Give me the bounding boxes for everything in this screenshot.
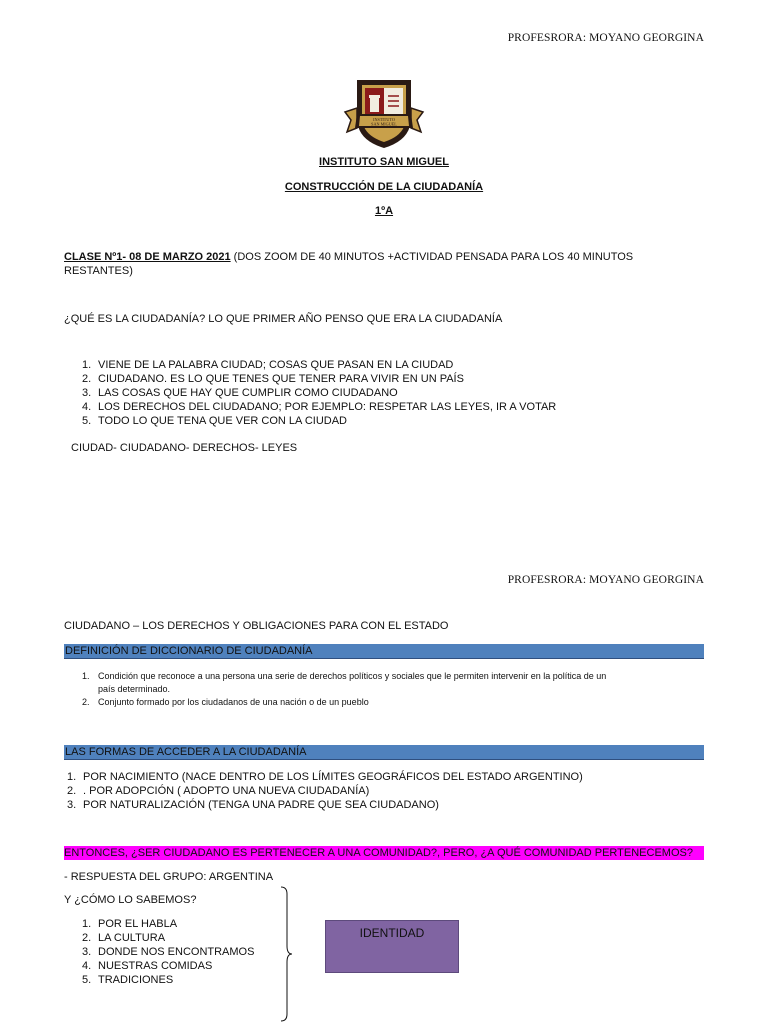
school-crest-logo <box>343 74 425 150</box>
school-name-title: INSTITUTO SAN MIGUEL <box>319 156 449 168</box>
identity-box: IDENTIDAD <box>325 920 459 973</box>
list-item: 2. Conjunto formado por los ciudadanos de una nación o de un pueblo <box>82 697 369 707</box>
forms-list <box>67 770 583 812</box>
clase-title: CLASE Nº1- 08 DE MARZO 2021 <box>64 251 231 263</box>
teacher-header: PROFESRORA: MOYANO GEORGINA <box>507 32 704 44</box>
clase-detail-2: RESTANTES) <box>64 265 133 277</box>
definition-heading-bar <box>64 644 704 659</box>
list-item: 3. DONDE NOS ENCONTRAMOS <box>82 946 255 958</box>
como-question: Y ¿CÓMO LO SABEMOS? <box>64 894 197 906</box>
crest-text-2: SAN MIGUEL <box>371 121 397 127</box>
crest-text-1: INSTITUTO <box>373 117 395 122</box>
definitions-list <box>82 670 606 709</box>
list-item: 5. TRADICIONES <box>82 974 174 986</box>
entonces-question: ENTONCES, ¿SER CIUDADANO ES PERTENECER A UNA COMUNIDAD?, PERO, ¿A QUÉ COMUNIDAD PERTENECEMOS? <box>64 846 704 860</box>
list-item: 1. POR NACIMIENTO (NACE DENTRO DE LOS LÍMITES GEOGRÁFICOS DEL ESTADO ARGENTINO) <box>67 771 583 783</box>
respuesta-line: - RESPUESTA DEL GRUPO: ARGENTINA <box>64 871 274 883</box>
question-text: ¿QUÉ ES LA CIUDADANÍA? LO QUE PRIMER AÑO PENSO QUE ERA LA CIUDADANÍA <box>64 313 503 325</box>
course-title: 1ºA <box>374 205 394 217</box>
list-item: 1. POR EL HABLA <box>82 918 178 930</box>
list-item: 3. POR NATURALIZACIÓN (TENGA UNA PADRE QUE SEA CIUDADANO) <box>67 799 439 811</box>
list-item: 4. NUESTRAS COMIDAS <box>82 960 213 972</box>
forms-heading: LAS FORMAS DE ACCEDER A LA CIUDADANÍA <box>65 746 307 758</box>
school-crest-icon <box>343 74 425 150</box>
list-item: 1. VIENE DE LA PALABRA CIUDAD; COSAS QUE PASAN EN LA CIUDAD <box>82 359 454 371</box>
list-item: 1. Condición que reconoce a una persona una serie de derechos políticos y sociales que le permiten intervenir en la política de un <box>82 671 607 681</box>
ciudadano-line: CIUDADANO – LOS DERECHOS Y OBLIGACIONES PARA CON EL ESTADO <box>64 620 449 632</box>
keywords-line: CIUDAD- CIUDADANO- DERECHOS- LEYES <box>71 442 298 454</box>
list-item: 2. . POR ADOPCIÓN ( ADOPTO UNA NUEVA CIUDADANÍA) <box>67 785 370 797</box>
forms-heading-bar <box>64 745 704 760</box>
list-item: país determinado. <box>98 684 171 694</box>
clase-detail-1: (DOS ZOOM DE 40 MINUTOS +ACTIVIDAD PENSADA PARA LOS 40 MINUTOS <box>230 251 634 263</box>
list-item: 2. CIUDADANO. ES LO QUE TENES QUE TENER PARA VIVIR EN UN PAÍS <box>82 373 464 385</box>
reasons-list <box>82 917 254 987</box>
clase-info <box>64 250 704 278</box>
list-item: 5. TODO LO QUE TENA QUE VER CON LA CIUDAD <box>82 415 347 427</box>
list-item: 2. LA CULTURA <box>82 932 166 944</box>
teacher-header-page2: PROFESRORA: MOYANO GEORGINA <box>507 574 704 586</box>
subject-title: CONSTRUCCIÓN DE LA CIUDADANÍA <box>284 181 484 193</box>
list-item: 4. LOS DERECHOS DEL CIUDADANO; POR EJEMPLO: RESPETAR LAS LEYES, IR A VOTAR <box>82 401 557 413</box>
answers-list <box>82 358 556 428</box>
list-item: 3. LAS COSAS QUE HAY QUE CUMPLIR COMO CIUDADANO <box>82 387 398 399</box>
definition-heading: DEFINICIÓN DE DICCIONARIO DE CIUDADANÍA <box>65 645 313 657</box>
right-brace-icon <box>278 886 298 1022</box>
